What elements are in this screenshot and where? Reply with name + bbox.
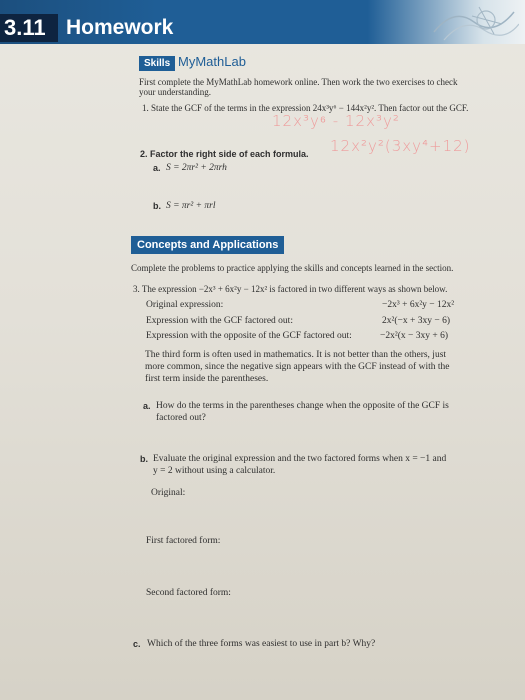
- question-a-line2: factored out?: [156, 413, 206, 423]
- question-2a-formula: S = 2πr² + 2πrh: [166, 163, 227, 173]
- second-factored-form-label: Second factored form:: [146, 588, 231, 598]
- question-a-label: a.: [143, 401, 151, 411]
- section-header: [0, 0, 525, 44]
- original-expression-value: −2x³ + 6x²y − 12x²: [382, 300, 455, 310]
- question-2a-label: a.: [153, 163, 161, 173]
- skills-badge: Skills: [139, 56, 175, 71]
- paragraph-line1: The third form is often used in mathematics. It is not better than the others, just: [145, 350, 447, 360]
- original-label: Original:: [151, 488, 186, 498]
- question-3: 3. The expression −2x³ + 6x²y − 12x² is factored in two different ways as shown below.: [133, 284, 448, 294]
- concepts-heading: Concepts and Applications: [131, 236, 284, 254]
- paragraph-line2: more common, since the negative sign appears with the GCF instead of with the: [145, 362, 450, 372]
- question-a-line1: How do the terms in the parentheses change when the opposite of the GCF is: [156, 401, 449, 411]
- mymathlab-label: MyMathLab: [178, 54, 246, 69]
- concepts-intro: Complete the problems to practice applying the skills and concepts learned in the section.: [131, 263, 454, 273]
- question-1: 1. State the GCF of the terms in the expression 24x³y⁶ − 144x²y². Then factor out the GCF.: [142, 103, 469, 113]
- handwritten-answer-line2: 12x²y²(3xy⁴+12): [330, 137, 471, 155]
- question-2b-label: b.: [153, 201, 161, 211]
- gcf-factored-label: Expression with the GCF factored out:: [146, 316, 293, 326]
- first-factored-form-label: First factored form:: [146, 536, 221, 546]
- handwritten-answer-line1: 12x³y⁶ - 12x³y²: [272, 112, 400, 130]
- section-number: 3.11: [0, 14, 58, 42]
- question-c: Which of the three forms was easiest to use in part b? Why?: [147, 639, 376, 649]
- question-2: 2. Factor the right side of each formula.: [140, 149, 309, 159]
- decorative-pattern-icon: [424, 2, 519, 42]
- opposite-gcf-label: Expression with the opposite of the GCF factored out:: [146, 331, 352, 341]
- question-c-label: c.: [133, 639, 141, 649]
- gcf-factored-value: 2x²(−x + 3xy − 6): [382, 316, 450, 326]
- paragraph-line3: first term inside the parentheses.: [145, 374, 269, 384]
- question-b-line1: Evaluate the original expression and the two factored forms when x = −1 and: [153, 454, 447, 464]
- question-b-label: b.: [140, 454, 148, 464]
- question-b-line2: y = 2 without using a calculator.: [153, 466, 276, 476]
- skills-intro-line1: First complete the MyMathLab homework online. Then work the two exercises to check: [139, 77, 458, 87]
- question-2b-formula: S = πr² + πrl: [166, 201, 216, 211]
- opposite-gcf-value: −2x²(x − 3xy + 6): [380, 331, 448, 341]
- skills-intro-line2: your understanding.: [139, 87, 211, 97]
- section-title: Homework: [66, 16, 174, 39]
- original-expression-label: Original expression:: [146, 300, 224, 310]
